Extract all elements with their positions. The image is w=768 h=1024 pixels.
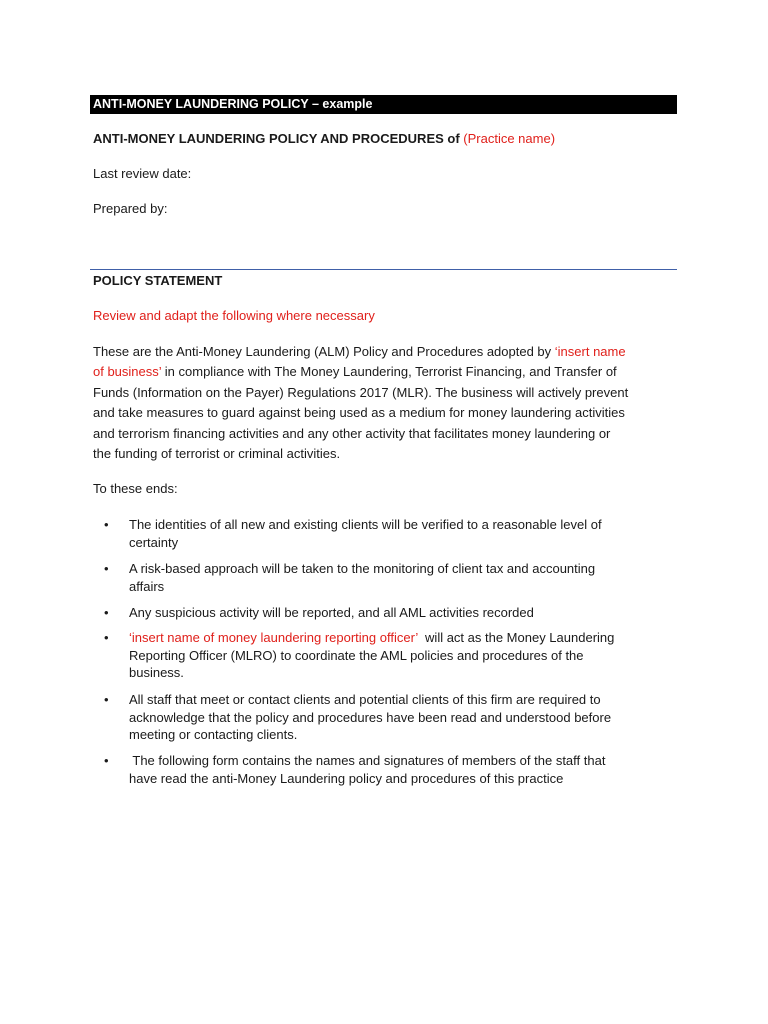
list-item-text: acknowledge that the policy and procedures have been read and understood before <box>129 709 612 725</box>
list-item-text: A risk-based approach will be taken to the monitoring of client tax and accounting <box>129 561 596 576</box>
list-item-text: business. <box>129 665 184 680</box>
paragraph-line: and terrorism financing activities and any other activity that facilitates money laundering or <box>93 425 611 441</box>
paragraph-line: and take measures to guard against being used as a medium for money laundering activities <box>93 405 625 421</box>
list-item-text: The following form contains the names and signatures of members of the staff that <box>129 753 606 768</box>
bullet-icon: • <box>104 605 109 620</box>
bullet-icon: • <box>104 517 109 532</box>
list-item-text: will act as the Money Laundering <box>417 630 615 645</box>
bullet-icon: • <box>104 630 109 645</box>
paragraph-line: Funds (Information on the Payer) Regulations 2017 (MLR). The business will actively prevent <box>93 384 629 400</box>
paragraph-line <box>93 342 683 362</box>
prepared-by-label: Prepared by: <box>93 201 168 216</box>
section-divider <box>90 269 677 270</box>
bullet-icon: • <box>104 561 109 576</box>
business-name-placeholder: ‘insert name <box>554 344 626 359</box>
list-item-text: Any suspicious activity will be reported, and all AML activities recorded <box>129 605 534 620</box>
practice-name-placeholder: (Practice name) <box>463 131 556 146</box>
list-item-text: certainty <box>129 534 179 550</box>
paragraph-line: the funding of terrorist or criminal activities. <box>93 446 341 462</box>
policy-paragraph <box>93 342 683 464</box>
list-item-text: All staff that meet or contact clients and potential clients of this firm are required to <box>129 692 601 707</box>
policy-statement-heading: POLICY STATEMENT <box>93 273 223 288</box>
list-item-text: affairs <box>129 578 165 594</box>
list-item-text: have read the anti-Money Laundering policy and procedures of this practice <box>129 770 564 786</box>
document-banner: ANTI-MONEY LAUNDERING POLICY – example <box>90 95 677 114</box>
list-item-text: The identities of all new and existing clients will be verified to a reasonable level of <box>129 517 602 532</box>
business-name-placeholder: of business’ <box>93 364 162 380</box>
review-instruction: Review and adapt the following where necessary <box>93 308 375 323</box>
title-text: ANTI-MONEY LAUNDERING POLICY AND PROCEDURES of <box>93 131 464 146</box>
last-review-date-label: Last review date: <box>93 166 192 181</box>
list-item-text: meeting or contacting clients. <box>129 727 298 742</box>
paragraph-text: in compliance with The Money Laundering, Terrorist Financing, and Transfer of <box>161 364 617 380</box>
mlro-name-placeholder: ‘insert name of money laundering reporting officer’ <box>129 630 418 645</box>
document-title <box>93 131 555 147</box>
list-item-text <box>129 629 683 647</box>
bullet-icon: • <box>104 692 109 707</box>
paragraph-line <box>93 362 683 382</box>
to-these-ends-label: To these ends: <box>93 481 178 496</box>
list-item-text: Reporting Officer (MLRO) to coordinate the AML policies and procedures of the <box>129 647 584 663</box>
paragraph-text: These are the Anti-Money Laundering (ALM) Policy and Procedures adopted by <box>93 344 555 359</box>
bullet-icon: • <box>104 753 109 768</box>
